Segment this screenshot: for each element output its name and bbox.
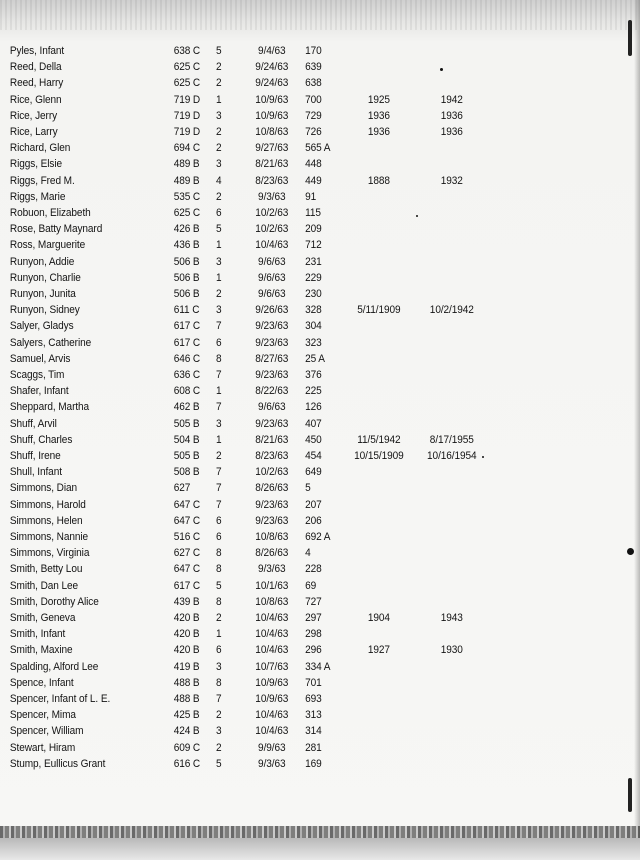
record-grave: 6 (216, 207, 222, 219)
record-lot: 516 C (173, 531, 201, 543)
record-number: 649 (305, 466, 322, 479)
record-lot: 504 B (173, 433, 200, 446)
record-died: 10/2/1942 (429, 304, 474, 317)
record-date: 9/23/63 (255, 498, 289, 511)
record-lot: 617 C (173, 320, 201, 333)
record-name: Simmons, Nannie (9, 531, 89, 543)
record-row (0, 318, 576, 334)
record-grave: 1 (216, 628, 222, 641)
record-grave: 5 (216, 223, 222, 236)
record-row (0, 497, 576, 513)
record-date: 10/2/63 (255, 466, 289, 479)
record-lot: 419 B (173, 660, 200, 673)
record-number: 712 (305, 239, 322, 252)
record-grave: 7 (216, 320, 222, 333)
record-number: 454 (305, 450, 322, 462)
record-date: 10/4/63 (255, 644, 289, 657)
record-row (0, 367, 576, 383)
record-date: 10/8/63 (255, 595, 289, 608)
record-born: 1925 (367, 93, 390, 106)
record-lot: 636 C (173, 369, 201, 381)
record-number: 297 (305, 612, 322, 624)
record-grave: 2 (216, 450, 222, 462)
record-name: Simmons, Virginia (9, 547, 90, 560)
record-date: 10/4/63 (255, 612, 289, 624)
record-grave: 2 (216, 77, 222, 90)
record-row (0, 237, 576, 253)
record-row (0, 659, 576, 675)
record-grave: 7 (216, 693, 222, 705)
margin-mark (628, 778, 632, 812)
record-lot: 608 C (173, 385, 201, 398)
record-date: 10/9/63 (255, 93, 289, 106)
record-row (0, 691, 576, 707)
record-grave: 3 (216, 417, 222, 430)
record-date: 10/8/63 (255, 531, 289, 543)
record-born: 1936 (367, 109, 390, 122)
record-grave: 8 (216, 547, 222, 560)
record-number: 407 (305, 417, 322, 430)
record-name: Shafer, Infant (9, 385, 69, 398)
record-row (0, 723, 576, 739)
record-name: Simmons, Helen (9, 514, 83, 527)
record-row (0, 545, 576, 561)
record-grave: 8 (216, 595, 222, 608)
record-date: 9/23/63 (255, 336, 289, 349)
record-row (0, 173, 576, 189)
record-date: 9/9/63 (258, 741, 286, 754)
record-number: 700 (305, 93, 322, 106)
record-number: 298 (305, 628, 322, 641)
record-lot: 609 C (173, 741, 201, 754)
record-grave: 4 (216, 174, 222, 187)
record-name: Smith, Dan Lee (9, 579, 79, 592)
record-row (0, 399, 576, 415)
scan-speck (627, 548, 634, 555)
record-lot: 625 C (173, 77, 201, 90)
record-lot: 508 B (173, 466, 200, 479)
record-grave: 7 (216, 482, 222, 495)
record-lot: 420 B (173, 612, 200, 624)
record-row (0, 92, 576, 108)
record-date: 9/3/63 (258, 563, 286, 576)
record-lot: 647 C (173, 514, 201, 527)
record-grave: 1 (216, 385, 222, 398)
record-row (0, 335, 576, 351)
record-row (0, 675, 576, 691)
record-lot: 646 C (173, 352, 201, 365)
record-date: 8/22/63 (255, 385, 289, 398)
record-name: Runyon, Sidney (9, 304, 80, 317)
record-lot: 694 C (173, 142, 201, 155)
record-number: 228 (305, 563, 322, 576)
record-date: 10/9/63 (255, 693, 289, 705)
record-name: Runyon, Charlie (9, 271, 81, 284)
record-number: 693 (305, 693, 322, 705)
record-died: 1942 (440, 93, 463, 106)
record-grave: 6 (216, 644, 222, 657)
record-row (0, 740, 576, 756)
record-date: 10/4/63 (255, 725, 289, 738)
record-grave: 6 (216, 514, 222, 527)
record-number: 692 A (305, 531, 331, 543)
record-date: 10/2/63 (255, 223, 289, 236)
record-grave: 1 (216, 433, 222, 446)
record-date: 9/6/63 (258, 271, 286, 284)
record-name: Spalding, Alford Lee (9, 660, 99, 673)
record-name: Salyers, Catherine (9, 336, 92, 349)
record-grave: 3 (216, 255, 222, 268)
record-name: Shuff, Arvil (9, 417, 57, 430)
record-number: 206 (305, 514, 322, 527)
record-date: 9/23/63 (255, 320, 289, 333)
record-row (0, 286, 576, 302)
record-number: 169 (305, 757, 322, 770)
record-row (0, 205, 576, 221)
record-number: 638 (305, 77, 322, 90)
record-grave: 3 (216, 304, 222, 317)
record-lot: 647 C (173, 498, 201, 511)
record-name: Rose, Batty Maynard (9, 223, 103, 236)
record-row (0, 270, 576, 286)
record-date: 8/26/63 (255, 482, 289, 495)
record-name: Riggs, Elsie (9, 158, 62, 171)
record-name: Smith, Betty Lou (9, 563, 83, 576)
record-grave: 1 (216, 271, 222, 284)
record-grave: 2 (216, 288, 222, 300)
scan-streak-bottom (0, 826, 640, 838)
record-date: 9/24/63 (255, 77, 289, 90)
record-number: 565 A (305, 142, 331, 155)
record-number: 209 (305, 223, 322, 236)
record-lot: 439 B (173, 595, 200, 608)
record-date: 10/2/63 (255, 207, 289, 219)
record-name: Runyon, Addie (9, 255, 75, 268)
record-row (0, 254, 576, 270)
record-date: 9/6/63 (258, 401, 286, 414)
record-grave: 6 (216, 336, 222, 349)
record-grave: 1 (216, 239, 222, 252)
record-number: 639 (305, 61, 322, 74)
record-grave: 8 (216, 563, 222, 576)
record-name: Runyon, Junita (9, 288, 76, 300)
record-row (0, 432, 576, 448)
record-row (0, 124, 576, 140)
scan-shadow-bottom (0, 838, 640, 860)
record-name: Simmons, Harold (9, 498, 86, 511)
record-lot: 719 D (173, 126, 201, 138)
record-grave: 8 (216, 676, 222, 689)
record-date: 10/4/63 (255, 709, 289, 722)
record-row (0, 578, 576, 594)
record-row (0, 221, 576, 237)
record-name: Richard, Glen (9, 142, 71, 155)
record-row (0, 594, 576, 610)
record-name: Riggs, Marie (9, 190, 66, 203)
record-name: Smith, Infant (9, 628, 66, 641)
record-died: 10/16/1954 (427, 450, 477, 462)
record-lot: 647 C (173, 563, 201, 576)
record-row (0, 707, 576, 723)
record-grave: 2 (216, 61, 222, 74)
record-lot: 424 B (173, 725, 200, 738)
record-row (0, 302, 576, 318)
record-name: Smith, Maxine (9, 644, 73, 657)
record-name: Samuel, Arvis (9, 352, 71, 365)
record-died: 1943 (440, 612, 463, 624)
record-date: 9/23/63 (255, 514, 289, 527)
record-number: 296 (305, 644, 322, 657)
record-died: 1930 (440, 644, 463, 657)
record-died: 1936 (440, 126, 463, 138)
record-lot: 506 B (173, 271, 200, 284)
record-lot: 625 C (173, 61, 201, 74)
record-name: Spence, Infant (9, 676, 74, 689)
record-number: 231 (305, 255, 322, 268)
record-name: Spencer, Infant of L. E. (9, 693, 111, 705)
record-date: 8/23/63 (255, 174, 289, 187)
record-number: 313 (305, 709, 322, 722)
record-date: 10/1/63 (255, 579, 289, 592)
record-name: Stewart, Hiram (9, 741, 76, 754)
record-grave: 5 (216, 757, 222, 770)
record-number: 323 (305, 336, 322, 349)
record-lot: 617 C (173, 579, 201, 592)
record-date: 10/8/63 (255, 126, 289, 138)
record-died: 1936 (440, 109, 463, 122)
scan-shadow-top (0, 0, 640, 30)
record-name: Pyles, Infant (9, 45, 65, 57)
record-row (0, 383, 576, 399)
record-date: 8/21/63 (255, 433, 289, 446)
record-row (0, 626, 576, 642)
record-number: 170 (305, 45, 322, 57)
record-date: 8/21/63 (255, 158, 289, 171)
record-lot: 625 C (173, 207, 201, 219)
record-name: Smith, Geneva (9, 612, 76, 624)
record-lot: 505 B (173, 417, 200, 430)
record-name: Shuff, Irene (9, 450, 61, 462)
record-name: Scaggs, Tim (9, 369, 65, 381)
record-grave: 2 (216, 142, 222, 155)
record-row (0, 75, 576, 91)
record-lot: 506 B (173, 288, 200, 300)
record-number: 334 A (305, 660, 331, 673)
record-lot: 617 C (173, 336, 201, 349)
record-grave: 7 (216, 498, 222, 511)
record-date: 9/6/63 (258, 288, 286, 300)
record-number: 230 (305, 288, 322, 300)
record-name: Simmons, Dian (9, 482, 78, 495)
record-date: 9/4/63 (258, 45, 286, 57)
record-row (0, 140, 576, 156)
record-name: Riggs, Fred M. (9, 174, 75, 187)
record-name: Stump, Eullicus Grant (9, 757, 106, 770)
record-lot: 535 C (173, 190, 201, 203)
record-number: 229 (305, 271, 322, 284)
record-lot: 420 B (173, 644, 200, 657)
record-row (0, 416, 576, 432)
record-number: 448 (305, 158, 322, 171)
record-lot: 638 C (173, 45, 201, 57)
record-grave: 7 (216, 466, 222, 479)
record-name: Spencer, William (9, 725, 84, 738)
record-date: 9/3/63 (258, 190, 286, 203)
record-date: 9/23/63 (255, 369, 289, 381)
record-grave: 5 (216, 45, 222, 57)
record-date: 8/23/63 (255, 450, 289, 462)
record-born: 1904 (367, 612, 390, 624)
record-row (0, 59, 576, 75)
margin-mark (628, 20, 632, 56)
record-date: 9/27/63 (255, 142, 289, 155)
record-lot: 462 B (173, 401, 200, 414)
record-number: 91 (305, 190, 317, 203)
record-number: 727 (305, 595, 322, 608)
record-grave: 5 (216, 579, 222, 592)
record-number: 376 (305, 369, 322, 381)
record-row (0, 156, 576, 172)
record-row (0, 480, 576, 496)
record-number: 225 (305, 385, 322, 398)
record-date: 9/6/63 (258, 255, 286, 268)
record-number: 726 (305, 126, 322, 138)
record-row (0, 561, 576, 577)
record-number: 450 (305, 433, 322, 446)
record-lot: 627 C (173, 547, 201, 560)
record-died: 8/17/1955 (429, 433, 474, 446)
record-lot: 436 B (173, 239, 200, 252)
record-born: 1888 (367, 174, 390, 187)
record-row (0, 464, 576, 480)
record-grave: 2 (216, 126, 222, 138)
record-number: 115 (305, 207, 321, 219)
record-lot: 488 B (173, 693, 200, 705)
record-number: 5 (305, 482, 311, 495)
record-number: 126 (305, 401, 322, 414)
record-row (0, 43, 576, 59)
record-number: 69 (305, 579, 317, 592)
record-died: 1932 (440, 174, 463, 187)
record-row (0, 642, 576, 658)
record-name: Shull, Infant (9, 466, 62, 479)
record-number: 304 (305, 320, 322, 333)
record-name: Rice, Jerry (9, 109, 58, 122)
record-name: Smith, Dorothy Alice (9, 595, 99, 608)
record-row (0, 756, 576, 772)
record-number: 449 (305, 174, 322, 187)
record-grave: 7 (216, 369, 222, 381)
record-name: Ross, Marguerite (9, 239, 86, 252)
record-number: 701 (305, 676, 322, 689)
record-date: 10/9/63 (255, 109, 289, 122)
record-grave: 3 (216, 660, 222, 673)
record-born: 5/11/1909 (357, 304, 401, 317)
record-number: 729 (305, 109, 322, 122)
record-date: 9/23/63 (255, 417, 289, 430)
record-lot: 420 B (173, 628, 200, 641)
record-lot: 505 B (173, 450, 200, 462)
record-row (0, 529, 576, 545)
record-grave: 6 (216, 531, 222, 543)
record-date: 9/3/63 (258, 757, 286, 770)
record-date: 9/26/63 (255, 304, 289, 317)
record-name: Rice, Larry (9, 126, 58, 138)
record-grave: 3 (216, 725, 222, 738)
record-name: Rice, Glenn (9, 93, 62, 106)
record-number: 25 A (305, 352, 325, 365)
record-lot: 719 D (173, 93, 201, 106)
record-row (0, 351, 576, 367)
record-lot: 425 B (173, 709, 200, 722)
record-born: 1936 (367, 126, 390, 138)
record-grave: 1 (216, 93, 222, 106)
record-name: Spencer, Mima (9, 709, 76, 722)
record-lot: 627 (173, 482, 191, 495)
record-grave: 2 (216, 741, 222, 754)
record-number: 281 (305, 741, 322, 754)
record-grave: 2 (216, 612, 222, 624)
record-grave: 2 (216, 709, 222, 722)
record-date: 8/27/63 (255, 352, 289, 365)
record-lot: 489 B (173, 158, 200, 171)
record-grave: 7 (216, 401, 222, 414)
record-number: 207 (305, 498, 322, 511)
record-date: 10/7/63 (255, 660, 289, 673)
record-date: 8/26/63 (255, 547, 289, 560)
record-born: 1927 (367, 644, 390, 657)
record-lot: 616 C (173, 757, 201, 770)
scan-shadow-right (634, 0, 640, 860)
record-row (0, 610, 576, 626)
record-grave: 3 (216, 109, 222, 122)
record-number: 314 (305, 725, 322, 738)
record-lot: 506 B (173, 255, 200, 268)
record-lot: 719 D (173, 109, 201, 122)
record-name: Salyer, Gladys (9, 320, 74, 333)
record-born: 11/5/1942 (357, 433, 401, 446)
record-grave: 8 (216, 352, 222, 365)
record-grave: 3 (216, 158, 222, 171)
record-date: 10/4/63 (255, 239, 289, 252)
record-row (0, 513, 576, 529)
record-lot: 488 B (173, 676, 200, 689)
record-name: Reed, Della (9, 61, 62, 74)
record-row (0, 448, 576, 464)
record-lot: 426 B (173, 223, 200, 236)
record-born: 10/15/1909 (354, 450, 404, 462)
record-grave: 2 (216, 190, 222, 203)
record-number: 328 (305, 304, 322, 317)
record-row (0, 189, 576, 205)
record-date: 10/9/63 (255, 676, 289, 689)
record-row (0, 108, 576, 124)
record-name: Sheppard, Martha (9, 401, 90, 414)
record-lot: 489 B (173, 174, 200, 187)
record-number: 4 (305, 547, 311, 560)
record-name: Robuon, Elizabeth (9, 207, 91, 219)
record-date: 9/24/63 (255, 61, 289, 74)
record-name: Reed, Harry (9, 77, 64, 90)
record-name: Shuff, Charles (9, 433, 73, 446)
record-date: 10/4/63 (255, 628, 289, 641)
record-lot: 611 C (173, 304, 200, 317)
